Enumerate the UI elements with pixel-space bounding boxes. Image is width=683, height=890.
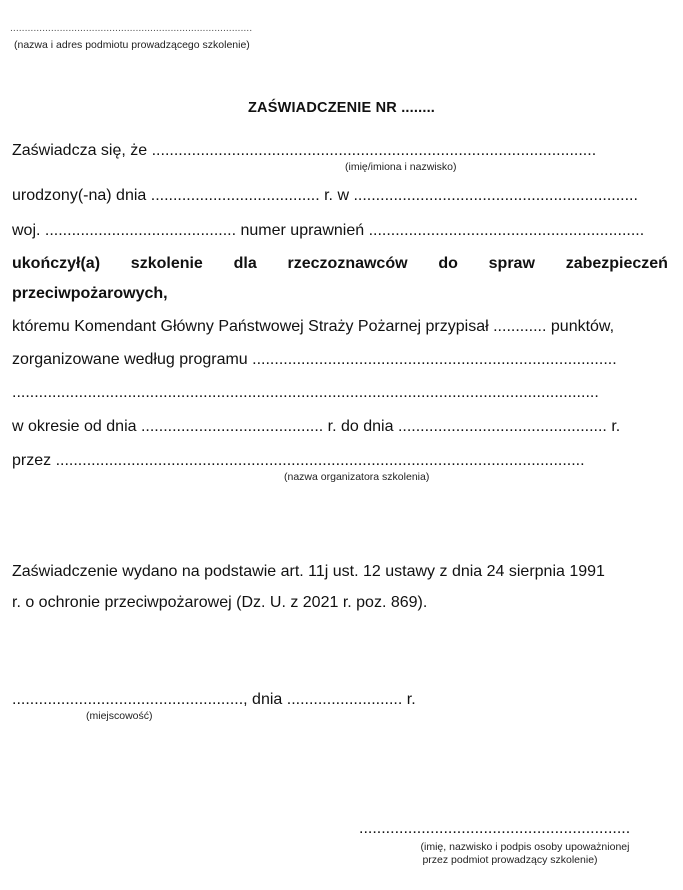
caption-place: (miejscowość) bbox=[86, 710, 153, 722]
line-points: któremu Komendant Główny Państwowej Straży Pożarnej przypisał ............ punktów, bbox=[12, 318, 615, 335]
header-dots: ................................................................................... bbox=[10, 22, 253, 34]
word: rzeczoznawców bbox=[287, 255, 408, 272]
line-fire-protection: przeciwpożarowych, bbox=[12, 285, 168, 302]
word: spraw bbox=[488, 255, 535, 272]
line-program-continued: .................................................................................................................................... bbox=[12, 384, 599, 401]
word: ukończył(a) bbox=[12, 255, 101, 272]
caption-name: (imię/imiona i nazwisko) bbox=[345, 161, 457, 173]
line-born: urodzony(-na) dnia ...................................... r. w ................................................................ bbox=[12, 187, 638, 204]
word: dla bbox=[233, 255, 257, 272]
word: do bbox=[438, 255, 458, 272]
header-caption: (nazwa i adres podmiotu prowadzącego szkolenie) bbox=[14, 39, 250, 51]
line-period: w okresie od dnia ......................................... r. do dnia ............................................... r. bbox=[12, 418, 621, 435]
line-voivodeship: woj. ........................................... numer uprawnień .............................................................. bbox=[12, 222, 645, 239]
line-certifies: Zaświadcza się, że .................................................................................................... bbox=[12, 142, 597, 159]
place-date-line: ...................................................., dnia .......................... r. bbox=[12, 691, 416, 708]
signature-dots: ............................................................. bbox=[359, 820, 631, 837]
word: szkolenie bbox=[130, 255, 203, 272]
signature-caption-2: przez podmiot prowadzący szkolenie) bbox=[422, 854, 598, 866]
signature-caption-1: (imię, nazwisko i podpis osoby upoważnionej bbox=[420, 841, 630, 853]
legal-basis-line-1: Zaświadczenie wydano na podstawie art. 11j ust. 12 ustawy z dnia 24 sierpnia 1991 bbox=[12, 563, 605, 580]
caption-organizer: (nazwa organizatora szkolenia) bbox=[284, 471, 430, 483]
word: zabezpieczeń bbox=[565, 255, 668, 272]
line-organizer: przez ....................................................................................................................... bbox=[12, 452, 585, 469]
line-completed-training bbox=[12, 255, 668, 273]
certificate-title: ZAŚWIADCZENIE NR ........ bbox=[247, 100, 436, 116]
legal-basis-line-2: r. o ochronie przeciwpożarowej (Dz. U. z 2021 r. poz. 869). bbox=[12, 594, 428, 611]
line-program: zorganizowane według programu .................................................................................. bbox=[12, 351, 617, 368]
